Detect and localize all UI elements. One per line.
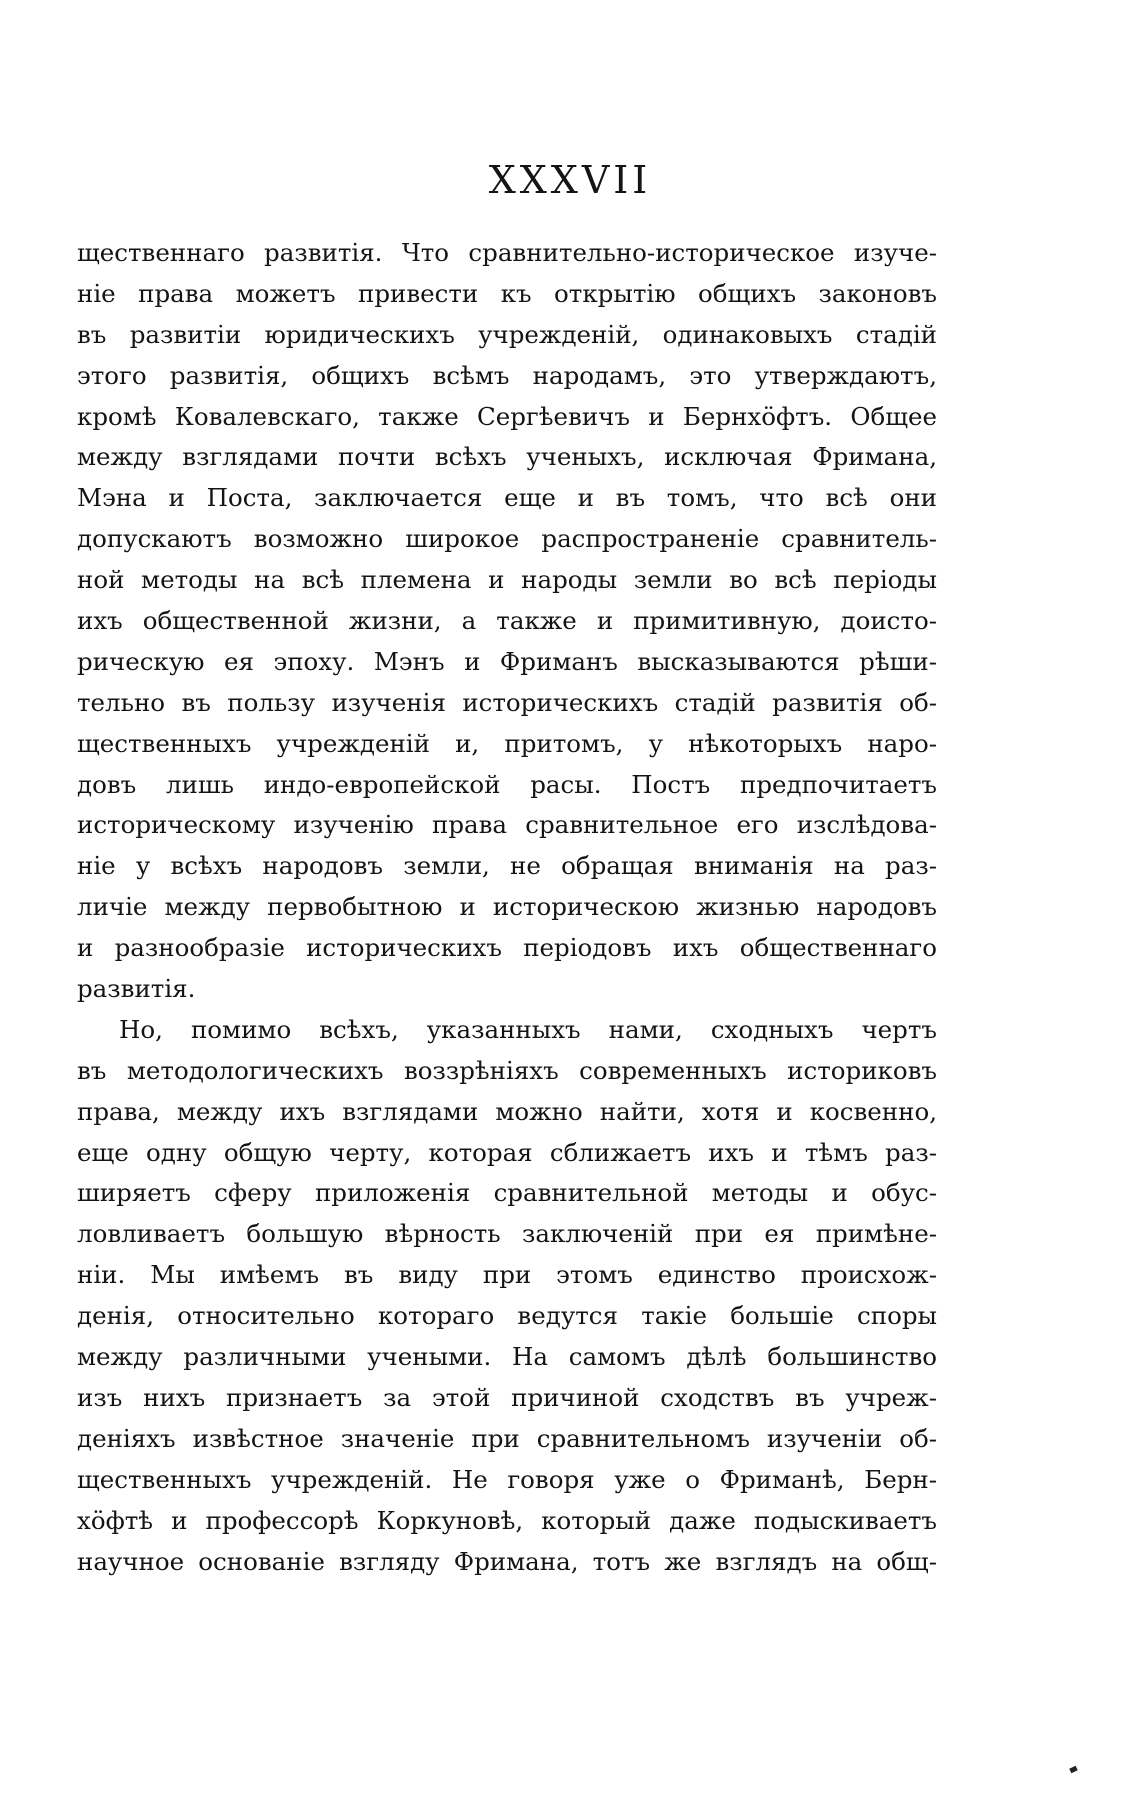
- text-line: изъ нихъ признаетъ за этой причиной сходствъ въ учреж-: [77, 1382, 937, 1412]
- text-line: ніе у всѣхъ народовъ земли, не обращая вниманія на раз-: [77, 851, 937, 881]
- text-line: историческому изученію права сравнительное его изслѣдова-: [77, 810, 937, 840]
- text-line: деніяхъ извѣстное значеніе при сравнительномъ изученіи об-: [77, 1423, 937, 1453]
- text-line: въ методологическихъ воззрѣніяхъ современныхъ историковъ: [77, 1055, 937, 1085]
- text-line: ловливаетъ большую вѣрность заключеній при ея примѣне-: [77, 1219, 937, 1249]
- text-line: хöфтѣ и профессорѣ Коркуновѣ, который даже подыскиваетъ: [77, 1505, 937, 1535]
- text-line: и разнообразіе историческихъ періодовъ ихъ общественнаго: [77, 933, 937, 963]
- text-line: Мэна и Поста, заключается еще и въ томъ, что всѣ они: [77, 483, 937, 513]
- text-line: довъ лишь индо-европейской расы. Постъ предпочитаетъ: [77, 769, 937, 799]
- text-line: ной методы на всѣ племена и народы земли во всѣ періоды: [77, 565, 937, 595]
- text-line: между различными учеными. На самомъ дѣлѣ большинство: [77, 1342, 937, 1372]
- text-line: между взглядами почти всѣхъ ученыхъ, исключая Фримана,: [77, 442, 937, 472]
- text-line: допускаютъ возможно широкое распространеніе сравнитель-: [77, 524, 937, 554]
- text-line: ихъ общественной жизни, а также и примитивную, доисто-: [77, 606, 937, 636]
- text-line: ніе права можетъ привести къ открытію общихъ законовъ: [77, 278, 937, 308]
- text-line: кромѣ Ковалевскаго, также Сергѣевичъ и Бернхöфтъ. Общее: [77, 401, 937, 431]
- text-line: тельно въ пользу изученія историческихъ стадій развитія об-: [77, 687, 937, 717]
- text-line: щественныхъ учрежденій. Не говоря уже о Фриманѣ, Берн-: [77, 1464, 937, 1494]
- text-line: щественнаго развитія. Что сравнительно-историческое изуче-: [77, 238, 937, 267]
- text-line: этого развитія, общихъ всѣмъ народамъ, это утверждаютъ,: [77, 360, 937, 390]
- text-line: личіе между первобытною и историческою жизнью народовъ: [77, 892, 937, 922]
- text-line: ширяетъ сферу приложенія сравнительной методы и обус-: [77, 1178, 937, 1208]
- text-line: Но, помимо всѣхъ, указанныхъ нами, сходныхъ чертъ: [119, 1014, 937, 1044]
- body-text: [77, 233, 937, 1582]
- text-line: ніи. Мы имѣемъ въ виду при этомъ единство происхож-: [77, 1260, 937, 1290]
- ink-speck: [1069, 1766, 1077, 1773]
- text-line: денія, относительно котораго ведутся такіе большіе споры: [77, 1301, 937, 1331]
- paragraph: [77, 233, 937, 1010]
- text-line: права, между ихъ взглядами можно найти, хотя и косвенно,: [77, 1096, 937, 1126]
- text-line: научное основаніе взгляду Фримана, тотъ же взглядъ на общ-: [77, 1546, 937, 1576]
- text-line: развитія.: [77, 974, 196, 1004]
- text-line: въ развитіи юридическихъ учрежденій, одинаковыхъ стадій: [77, 319, 937, 349]
- text-line: щественныхъ учрежденій и, притомъ, у нѣкоторыхъ наро-: [77, 728, 937, 758]
- paragraph: [77, 1010, 937, 1582]
- text-line: еще одну общую черту, которая сближаетъ ихъ и тѣмъ раз-: [77, 1137, 937, 1167]
- page-number: XXXVII: [488, 158, 652, 202]
- text-line: рическую ея эпоху. Мэнъ и Фриманъ высказываются рѣши-: [77, 646, 937, 676]
